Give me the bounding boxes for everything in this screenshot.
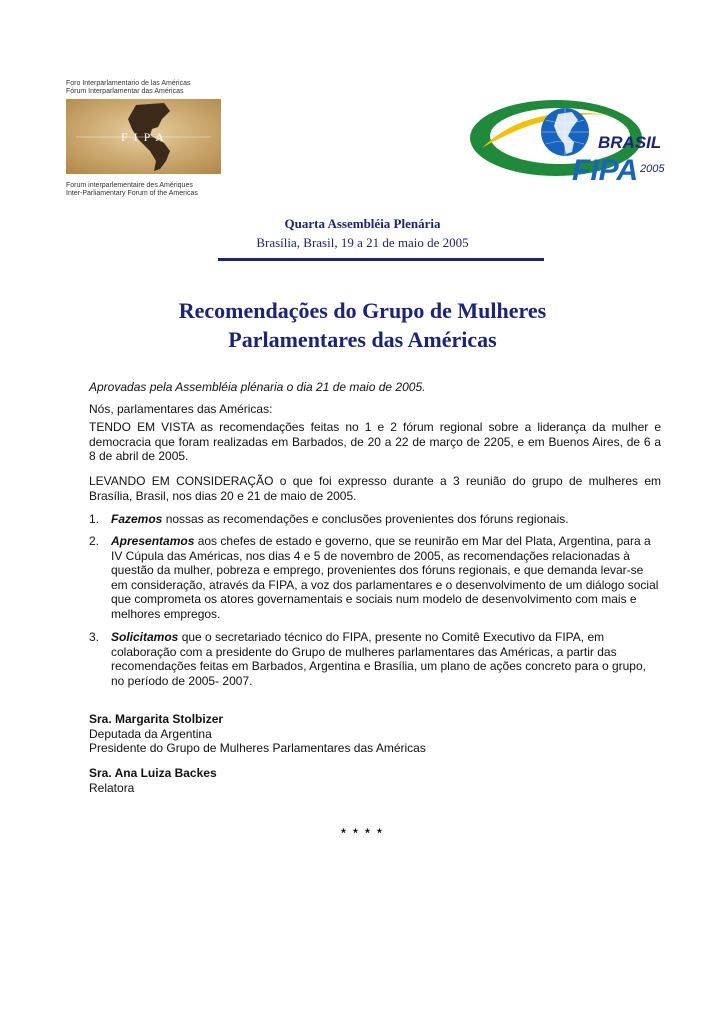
item-number: 1.: [89, 512, 100, 526]
logo-fipa-text: FIPA: [572, 154, 639, 186]
signatory-role: Presidente do Grupo de Mulheres Parlamentares das Américas: [89, 741, 426, 755]
logo-line-portuguese: Fórum Interparlamentar das Américas: [66, 88, 184, 95]
assembly-heading: Quarta Assembléia Plenária: [284, 216, 441, 231]
fipa-logo-left: [66, 80, 226, 197]
item-text: que o secretariado técnico do FIPA, presente no Comitê Executivo da FIPA, em colaboração com a presidente do Grupo de mulheres parlamentares das Américas, a partir das recomendações feitas em Barbados, Argentina e Brasília, um plano de ações concreto para o grupo, no período de 2005- 2007.: [111, 630, 646, 688]
logo-year-text: 2005: [640, 163, 665, 175]
item-lead-verb: Fazemos: [111, 512, 163, 526]
item-number: 2.: [89, 534, 100, 548]
logo-line-spanish: Foro Interparlamentario de las Américas: [66, 80, 191, 87]
americas-map-emblem: [66, 99, 221, 174]
item-lead-verb: Solicitamos: [111, 630, 179, 644]
logo-brasil-text: BRASIL: [598, 133, 662, 152]
signatory-role: Relatora: [89, 780, 135, 795]
signatory-name: Sra. Margarita Stolbizer: [89, 712, 224, 726]
document-title-line-2: Parlamentares das Américas: [228, 327, 497, 352]
place-date-heading: Brasília, Brasil, 19 a 21 de maio de 2005: [256, 235, 469, 250]
fipa-brasil-2005-logo: [468, 96, 670, 186]
signatory-role: Deputada da Argentina: [89, 726, 212, 741]
item-lead-verb: Apresentamos: [111, 534, 195, 548]
end-of-document-mark: * * * *: [341, 826, 384, 840]
preamble-line: Nós, parlamentares das Américas:: [89, 402, 273, 416]
logo-acronym: FIPA: [121, 130, 170, 144]
item-text: nossas as recomendações e conclusões provenientes dos fóruns regionais.: [162, 512, 569, 526]
signatory-backes: [89, 766, 661, 795]
tendo-em-vista-paragraph: TENDO EM VISTA as recomendações feitas no 1 e 2 fórum regional sobre a liderança da mulher e democracia que foram realizadas em Barbados, de 20 a 22 de março de 2205, e em Buenos Aires, de 6 a 8 de abril de 2005.: [89, 420, 661, 463]
item-text: aos chefes de estado e governo, que se reunirão em Mar del Plata, Argentina, para a IV Cúpula das Américas, nos dias 4 e 5 de novembro de 2005, as recomendações relacionadas à questão da mulher, pobreza e emprego, provenientes dos fóruns regionais, e que demanda levar-se em consideração, através da FIPA, a voz dos parlamentares e o desenvolvimento de um diálogo social que comprometa os atores governamentais e sociais num modelo de desenvolvimento com mais e melhores empregos.: [111, 534, 659, 621]
logo-line-english: Inter-Parliamentary Forum of the Americas: [66, 190, 198, 197]
logo-line-french: Forum interparlementaire des Amériques: [66, 182, 193, 189]
levando-em-consideracao-paragraph: LEVANDO EM CONSIDERAÇÃO o que foi expresso durante a 3 reunião do grupo de mulheres em Brasília, Brasil, nos dias 20 e 21 de maio de 2005.: [89, 474, 661, 503]
item-number: 3.: [89, 630, 100, 644]
signatory-name: Sra. Ana Luiza Backes: [89, 766, 217, 780]
document-title-line-1: Recomendações do Grupo de Mulheres: [178, 298, 547, 323]
header-divider: [218, 258, 544, 261]
signatory-stolbizer: [89, 712, 661, 756]
approval-note: Aprovadas pela Assembléia plénaria o dia 21 de maio de 2005.: [89, 380, 426, 394]
